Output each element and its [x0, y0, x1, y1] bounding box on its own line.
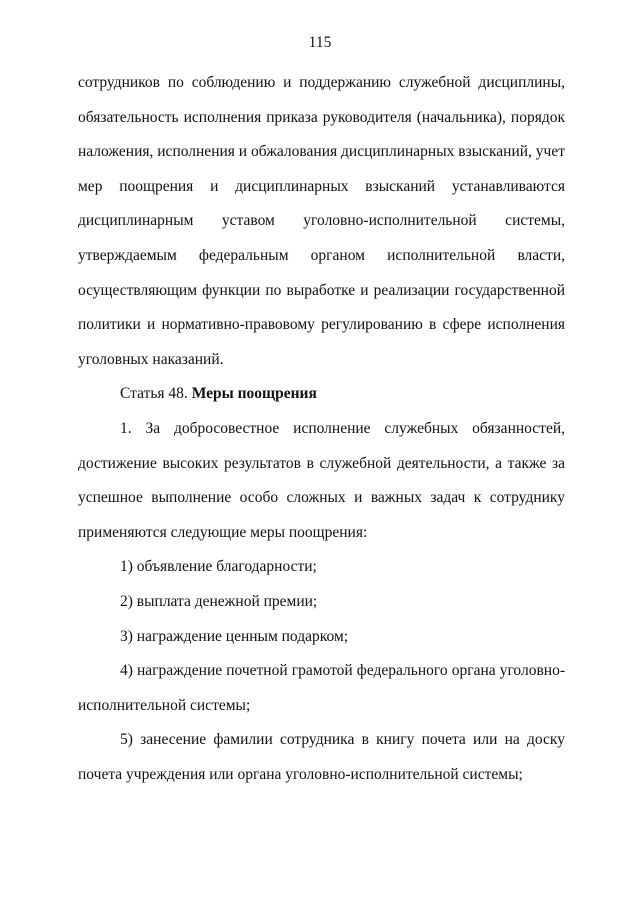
article-heading — [78, 381, 565, 416]
text-line: уголовных наказаний. — [78, 350, 224, 368]
list-item — [78, 589, 565, 624]
text-line: 4) награждение почетной грамотой федерального органа уголовно- — [120, 662, 565, 680]
text-line: сотрудников по соблюдению и поддержанию служебной дисциплины, — [78, 74, 565, 91]
list-item — [78, 554, 565, 589]
list-item — [78, 658, 565, 727]
document-body — [78, 70, 565, 796]
text-line: утверждаемым федеральным органом исполнительной власти, — [78, 246, 565, 264]
text-line: 1) объявление благодарности; — [120, 558, 317, 576]
text-line: 3) награждение ценным подарком; — [120, 627, 349, 645]
text-line: успешное выполнение особо сложных и важных задач к сотруднику — [78, 489, 565, 507]
list-item — [78, 727, 565, 796]
text-line: применяются следующие меры поощрения: — [78, 523, 368, 541]
clause-1 — [78, 416, 565, 554]
text-line: 1. За добросовестное исполнение служебных обязанностей, — [120, 419, 565, 437]
text-line: осуществляющим функции по выработке и реализации государственной — [78, 281, 565, 299]
text-line: наложения, исполнения и обжалования дисциплинарных взысканий, учет — [78, 143, 565, 161]
text-line: политики и нормативно-правовому регулированию в сфере исполнения — [78, 316, 565, 334]
text-line: дисциплинарным уставом уголовно-исполнительной системы, — [78, 212, 565, 230]
article-prefix: Статья 48. — [120, 385, 188, 403]
list-item — [78, 624, 565, 659]
text-line: 5) занесение фамилии сотрудника в книгу почета или на доску — [120, 731, 565, 749]
article-title: Меры поощрения — [191, 385, 317, 403]
text-line: достижение высоких результатов в служебной деятельности, а также за — [78, 454, 565, 472]
text-line: 2) выплата денежной премии; — [120, 592, 318, 610]
page-number: 115 — [308, 34, 332, 51]
text-line: исполнительной системы; — [78, 696, 251, 714]
paragraph-continuation — [78, 70, 565, 381]
text-line: мер поощрения и дисциплинарных взысканий устанавливаются — [78, 177, 565, 195]
text-line: обязательность исполнения приказа руководителя (начальника), порядок — [78, 108, 565, 126]
text-line: почета учреждения или органа уголовно-исполнительной системы; — [78, 765, 523, 783]
